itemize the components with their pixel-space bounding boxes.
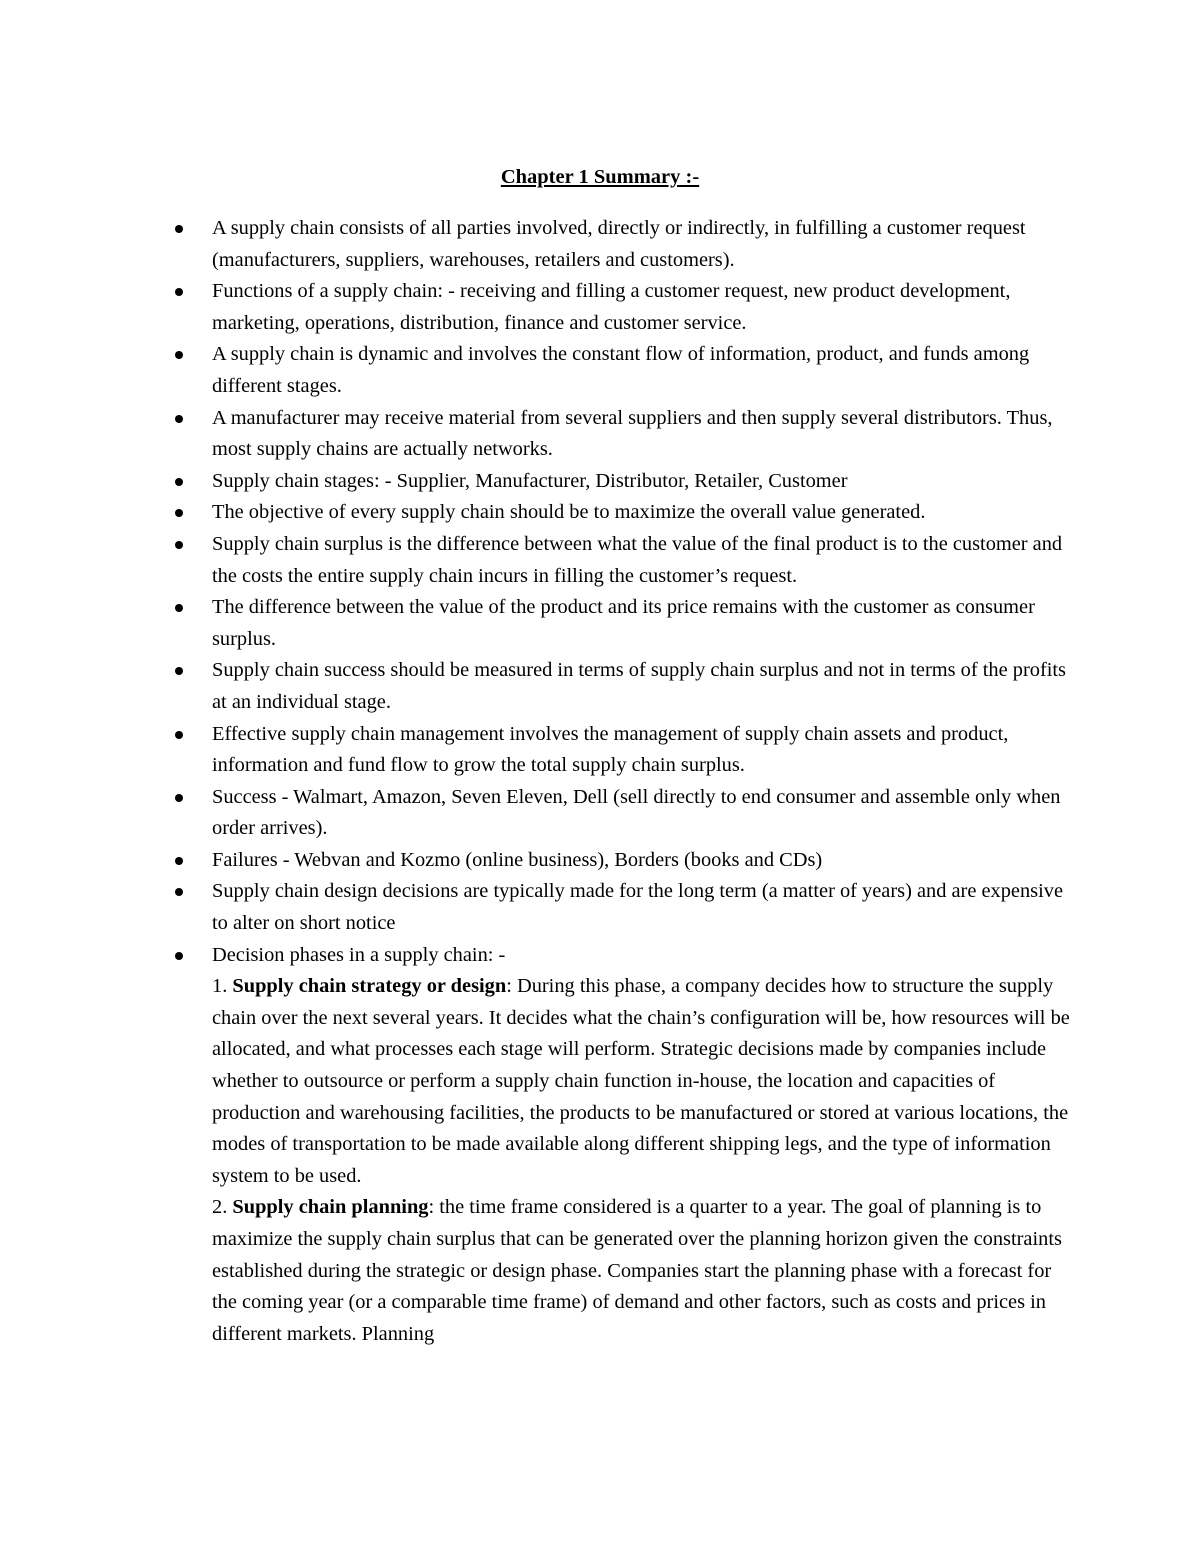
phase-planning (212, 1192, 1072, 1350)
list-item (212, 497, 1072, 529)
list-item-decision-phases (212, 940, 1072, 1351)
decision-phases-intro: Decision phases in a supply chain: - (212, 943, 506, 966)
phase-text: : the time frame considered is a quarter to a year. The goal of planning is to maximize the supply chain surplus that can be generated over the planning horizon given the constraints established during the strategic or design phase. Companies start the planning phase with a forecast for the coming year (or a comparable time frame) of demand and other factors, such as costs and prices in different markets. Planning (212, 1196, 1062, 1345)
phase-strategy-design (212, 971, 1072, 1192)
summary-list (212, 213, 1072, 1350)
phase-heading: Supply chain planning (232, 1196, 429, 1219)
list-item-text: Failures - Webvan and Kozmo (online business), Borders (books and CDs) (212, 848, 823, 871)
list-item (212, 403, 1072, 466)
list-item-text: Supply chain design decisions are typically made for the long term (a matter of years) and are expensive to alter on short notice (212, 880, 1064, 935)
list-item (212, 213, 1072, 276)
list-item-text: A supply chain is dynamic and involves the constant flow of information, product, and funds among different stages. (212, 343, 1030, 397)
bullet-icon (175, 857, 183, 865)
list-item-text: A manufacturer may receive material from several suppliers and then supply several distributors. Thus, most supply chains are actually networks. (212, 406, 1053, 461)
bullet-icon (175, 731, 183, 739)
list-item (212, 782, 1072, 845)
bullet-icon (175, 541, 183, 549)
bullet-icon (175, 794, 183, 802)
list-item (212, 845, 1072, 877)
list-item-text: The objective of every supply chain should be to maximize the overall value generated. (212, 501, 926, 524)
bullet-icon (175, 952, 183, 960)
list-item (212, 655, 1072, 718)
list-item (212, 339, 1072, 402)
bullet-icon (175, 288, 183, 296)
phase-text: : During this phase, a company decides how to structure the supply chain over the next several years. It decides what the chain’s configuration will be, how resources will be allocated, and what processes each stage will perform. Strategic decisions made by companies include whether to outsource or perform a supply chain function in-house, the location and capacities of production and warehousing facilities, the products to be manufactured or stored at various locations, the modes of transportation to be made available along different shipping legs, and the type of information system to be used. (212, 975, 1070, 1187)
list-item-text: Supply chain stages: - Supplier, Manufacturer, Distributor, Retailer, Customer (212, 469, 848, 492)
list-item-text: Effective supply chain management involves the management of supply chain assets and product, information and fund flow to grow the total supply chain surplus. (212, 722, 1009, 777)
bullet-icon (175, 225, 183, 233)
list-item (212, 719, 1072, 782)
list-item-text: The difference between the value of the product and its price remains with the customer as consumer surplus. (212, 596, 1035, 650)
list-item (212, 592, 1072, 655)
phase-number: 2. (212, 1196, 233, 1219)
list-item-text: A supply chain consists of all parties involved, directly or indirectly, in fulfilling a customer request (manufacturers, suppliers, warehouses, retailers and customers). (212, 217, 1026, 271)
bullet-icon (175, 604, 183, 612)
bullet-icon (175, 509, 183, 517)
bullet-icon (175, 415, 183, 423)
list-item (212, 276, 1072, 339)
list-item (212, 876, 1072, 939)
list-item-text: Supply chain surplus is the difference between what the value of the final product is to the customer and the costs the entire supply chain incurs in filling the customer’s request. (212, 532, 1063, 587)
phase-heading: Supply chain strategy or design (232, 975, 507, 998)
list-item (212, 529, 1072, 592)
list-item-text: Success - Walmart, Amazon, Seven Eleven, Dell (sell directly to end consumer and assemble only when order arrives). (212, 785, 1061, 840)
list-item (212, 466, 1072, 498)
phase-number: 1. (212, 975, 233, 998)
bullet-icon (175, 478, 183, 486)
bullet-icon (175, 351, 183, 359)
list-item-text: Functions of a supply chain: - receiving and filling a customer request, new product development, marketing, operations, distribution, finance and customer service. (212, 280, 1011, 334)
page-title: Chapter 1 Summary :- (500, 166, 700, 188)
bullet-icon (175, 667, 183, 675)
list-item-text: Supply chain success should be measured in terms of supply chain surplus and not in terms of the profits at an individual stage. (212, 659, 1066, 713)
bullet-icon (175, 888, 183, 896)
